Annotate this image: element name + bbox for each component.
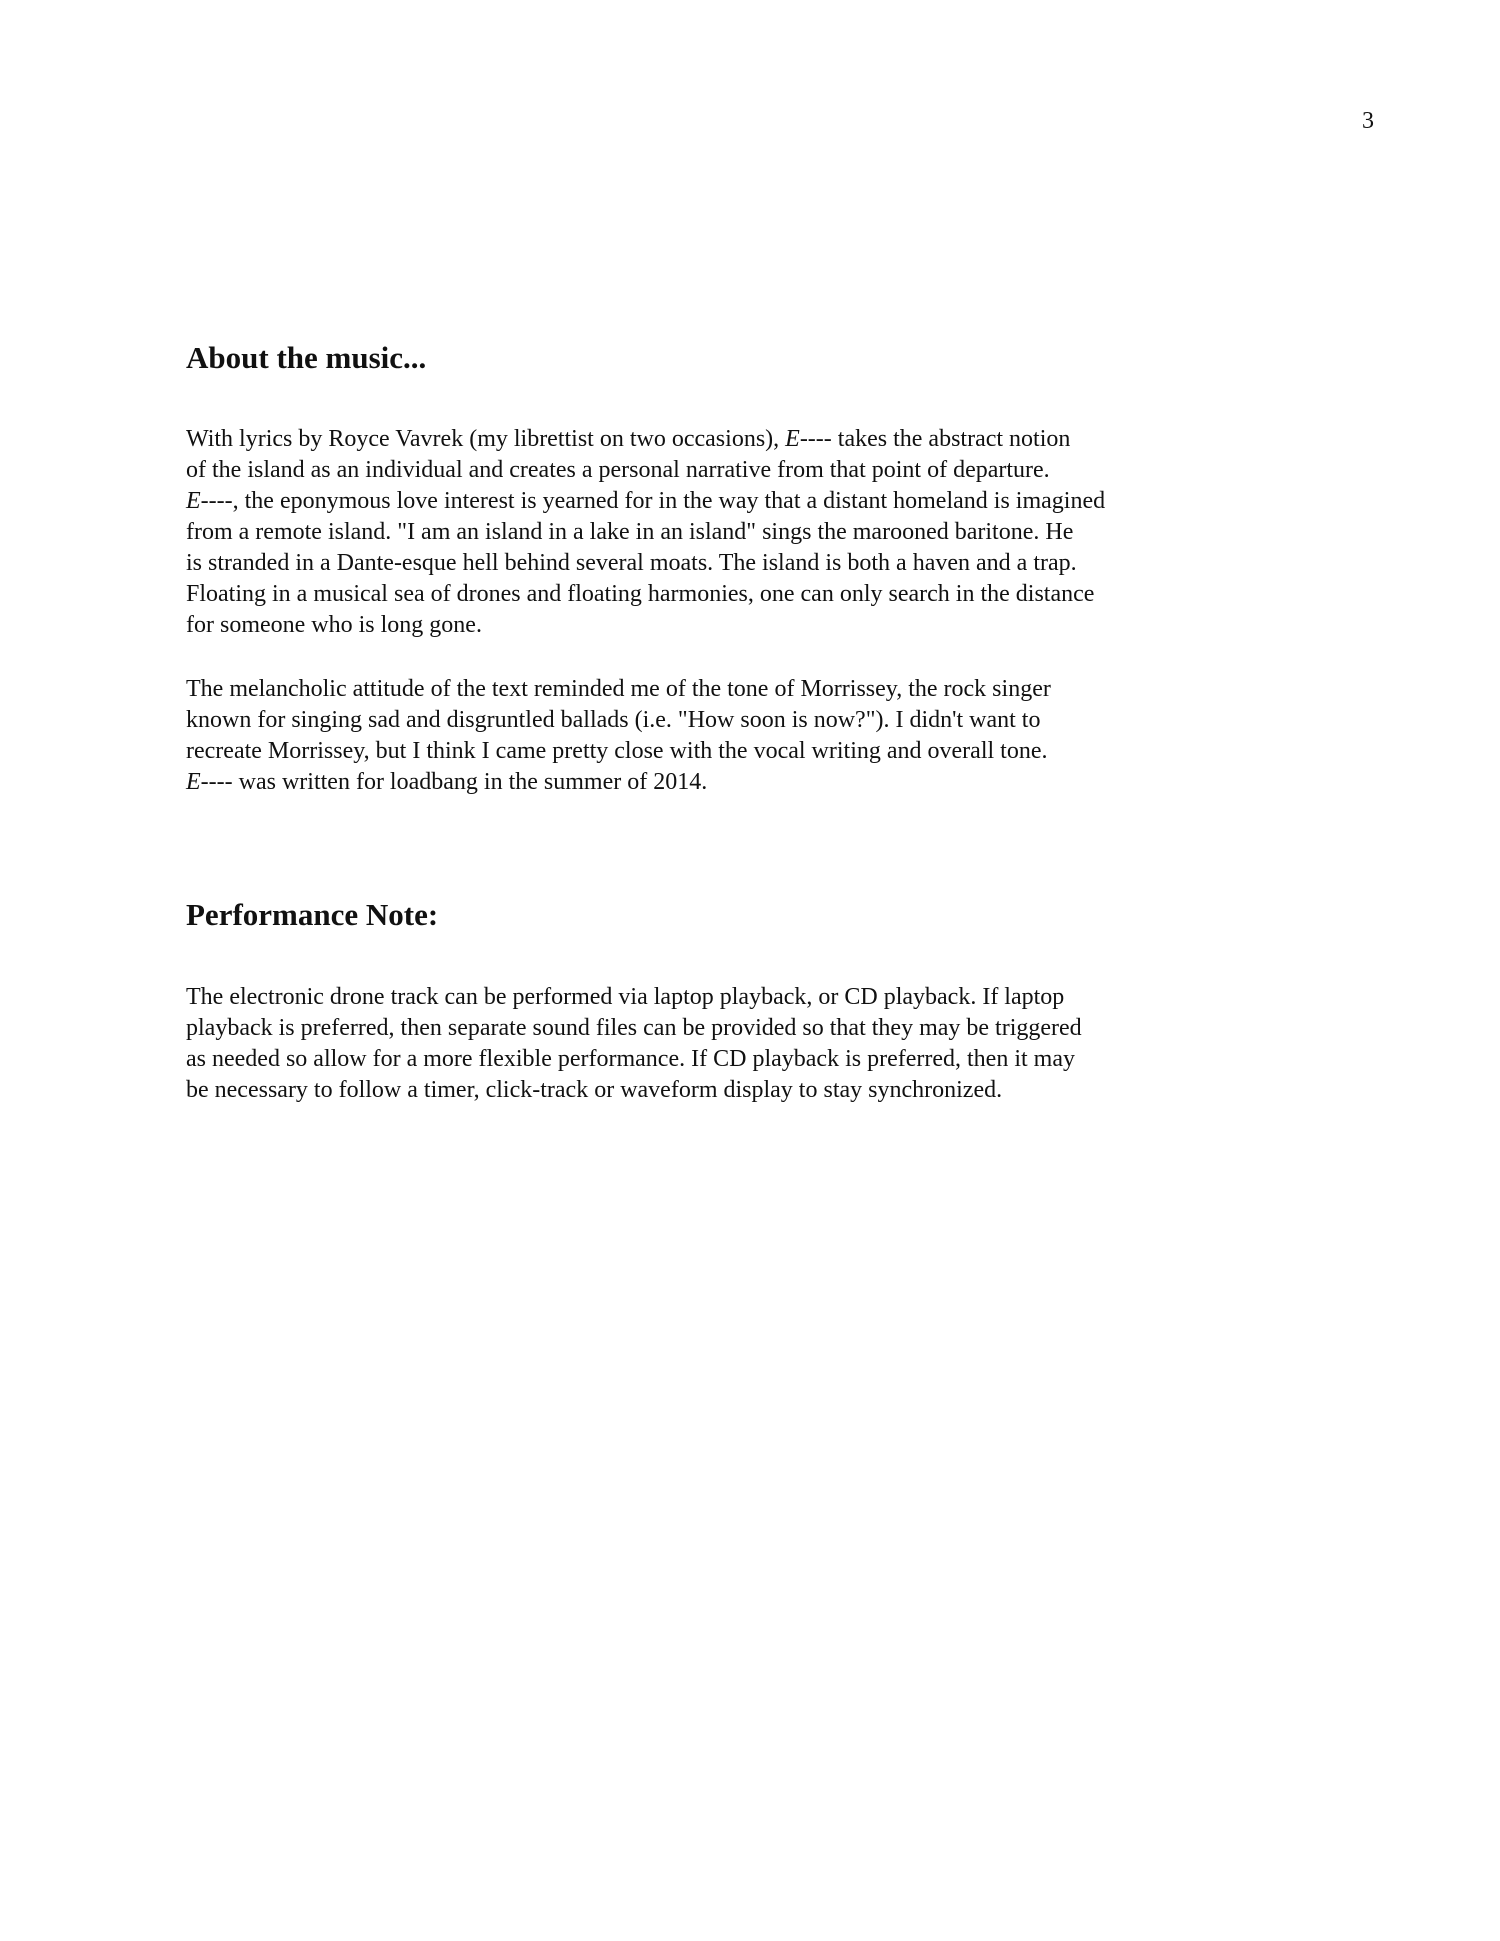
paragraph-about-1 [186,424,1105,641]
paragraph-performance [186,982,1082,1106]
text-line [186,1044,1082,1075]
text-run: is stranded in a Dante-esque hell behind several moats. The island is both a haven and a trap. [186,550,1077,576]
text-run: known for singing sad and disgruntled ballads (i.e. "How soon is now?"). I didn't want to [186,707,1041,733]
page-number: 3 [1362,108,1374,134]
text-line [186,455,1105,486]
text-line [186,610,1105,641]
text-run: takes the abstract notion [831,426,1071,452]
text-run: The melancholic attitude of the text reminded me of the tone of Morrissey, the rock singer [186,676,1051,702]
text-line [186,767,1051,798]
text-run: of the island as an individual and creates a personal narrative from that point of departure. [186,457,1050,483]
text-line [186,517,1105,548]
text-run: , the eponymous love interest is yearned for in the way that a distant homeland is imagined [232,488,1106,514]
heading-about-the-music: About the music... [186,340,427,375]
text-run: as needed so allow for a more flexible performance. If CD playback is preferred, then it may [186,1046,1075,1072]
text-run: Floating in a musical sea of drones and floating harmonies, one can only search in the distance [186,581,1095,607]
text-run: be necessary to follow a timer, click-track or waveform display to stay synchronized. [186,1077,1003,1103]
heading-performance-note: Performance Note: [186,897,439,932]
text-line [186,548,1105,579]
text-line [186,982,1082,1013]
text-run: playback is preferred, then separate sound files can be provided so that they may be triggered [186,1015,1082,1041]
text-line [186,1075,1082,1106]
text-run: was written for loadbang in the summer of 2014. [232,769,708,795]
text-line [186,736,1051,767]
text-line [186,424,1105,455]
text-run: recreate Morrissey, but I think I came pretty close with the vocal writing and overall tone. [186,738,1048,764]
title-italic: E---- [785,426,832,452]
text-run: for someone who is long gone. [186,612,482,638]
text-line [186,579,1105,610]
title-italic: E---- [186,488,233,514]
text-run: With lyrics by Royce Vavrek (my librettist on two occasions), [186,426,786,452]
text-run: The electronic drone track can be performed via laptop playback, or CD playback. If laptop [186,984,1065,1010]
text-run: from a remote island. "I am an island in a lake in an island" sings the marooned baritone. He [186,519,1074,545]
text-line [186,486,1105,517]
title-italic: E---- [186,769,233,795]
text-line [186,674,1051,705]
paragraph-about-2 [186,674,1051,798]
text-line [186,1013,1082,1044]
text-line [186,705,1051,736]
